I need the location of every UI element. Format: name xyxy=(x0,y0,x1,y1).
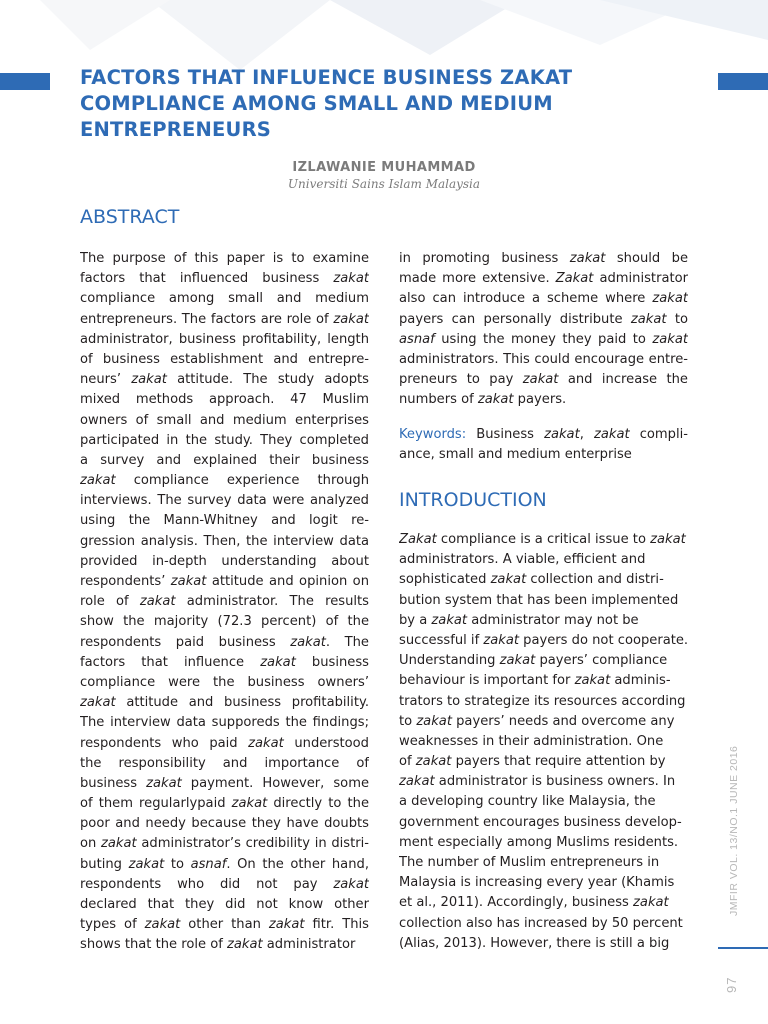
text-line: the responsibility and importance of xyxy=(80,755,369,771)
author-name: IZLAWANIE MUHAMMAD xyxy=(292,160,476,175)
text-line: entrepreneurs. The factors are role of zakat xyxy=(80,311,369,327)
text-line: made more extensive. Zakat administrator xyxy=(399,271,688,287)
right-rule xyxy=(718,947,768,949)
introduction-heading: INTRODUCTION xyxy=(399,489,547,511)
keywords-label: Keywords: xyxy=(399,426,467,442)
text-line: (Alias, 2013). However, there is still a big xyxy=(399,935,670,951)
text-line: show the majority (72.3 percent) of the xyxy=(80,614,369,630)
text-line: bution system that has been implemented xyxy=(399,592,679,608)
author-affiliation: Universiti Sains Islam Malaysia xyxy=(287,177,481,191)
text-line: of zakat payers that require attention by xyxy=(399,754,666,770)
page-number: 97 xyxy=(724,976,739,993)
text-line: a survey and explained their business xyxy=(80,452,369,468)
text-line: administrators. This could encourage entre- xyxy=(399,351,688,367)
text-line: factors that influence zakat business xyxy=(80,654,369,670)
abstract-heading: ABSTRACT xyxy=(80,206,180,228)
text-line: respondents who did not pay zakat xyxy=(80,876,369,892)
text-line: weaknesses in their administration. One xyxy=(399,733,664,749)
text-line: owners of small and medium enterprises xyxy=(80,412,369,428)
keywords-text: Business zakat, zakat compli- xyxy=(476,426,688,442)
text-line: Malaysia is increasing every year (Khamis xyxy=(399,875,675,891)
text-line: in promoting business zakat should be xyxy=(399,251,688,266)
text-line: provided in-depth understanding about xyxy=(80,553,369,569)
text-line: Zakat compliance is a critical issue to zakat xyxy=(399,532,686,547)
right-accent-bar xyxy=(718,73,768,90)
keywords-text: ance, small and medium enterprise xyxy=(399,446,632,462)
text-line: on zakat administrator’s credibility in distri- xyxy=(80,836,369,852)
text-line: business zakat payment. However, some xyxy=(80,775,369,791)
text-line: to zakat payers’ needs and overcome any xyxy=(399,713,675,729)
text-line: numbers of zakat payers. xyxy=(399,392,567,408)
text-line: role of zakat administrator. The results xyxy=(80,594,369,610)
journal-reference: JMFIR VOL. 13/NO.1 JUNE 2016 xyxy=(728,745,740,916)
text-line: neurs’ zakat attitude. The study adopts xyxy=(80,372,369,388)
text-line: declared that they did not know other xyxy=(80,897,369,912)
text-line: zakat attitude and business profitability. xyxy=(80,695,369,711)
text-line: payers can personally distribute zakat to xyxy=(399,311,688,327)
title-line: ENTREPRENEURS xyxy=(80,118,272,141)
text-line: gression analysis. Then, the interview data xyxy=(80,533,369,549)
text-line: types of zakat other than zakat fitr. This xyxy=(80,917,369,933)
text-line: asnaf using the money they paid to zakat xyxy=(399,331,688,347)
title-line: COMPLIANCE AMONG SMALL AND MEDIUM xyxy=(80,92,553,115)
text-line: of business establishment and entrepre- xyxy=(80,351,369,367)
paper-title xyxy=(80,65,700,143)
text-line: zakat compliance experience through xyxy=(80,473,369,489)
text-line: by a zakat administrator may not be xyxy=(399,612,639,628)
text-line: The interview data supporeds the findings; xyxy=(80,715,369,731)
text-line: mixed methods approach. 47 Muslim xyxy=(80,392,369,408)
text-line: government encourages business develop- xyxy=(399,814,682,830)
text-line: The number of Muslim entrepreneurs in xyxy=(399,855,660,870)
text-line: participated in the study. They completed xyxy=(80,432,369,448)
header-background-pattern xyxy=(0,0,768,70)
introduction-body xyxy=(399,530,688,954)
text-line: respondents who paid zakat understood xyxy=(80,735,369,751)
text-line: successful if zakat payers do not cooperate. xyxy=(399,632,688,648)
text-line: poor and needy because they have doubts xyxy=(80,816,369,832)
text-line: using the Mann-Whitney and logit re- xyxy=(80,513,369,529)
text-line: ment especially among Muslims residents. xyxy=(399,834,679,850)
text-line: behaviour is important for zakat adminis- xyxy=(399,673,671,689)
text-line: respondents’ zakat attitude and opinion on xyxy=(80,574,369,589)
text-line: buting zakat to asnaf. On the other hand, xyxy=(80,856,369,872)
keywords-line xyxy=(399,445,688,465)
text-line: sophisticated zakat collection and distri- xyxy=(399,572,664,588)
text-line: Understanding zakat payers’ compliance xyxy=(399,653,668,669)
text-line: respondents paid business zakat. The xyxy=(80,634,369,650)
abstract-continuation xyxy=(399,249,688,411)
text-line: of them regularlypaid zakat directly to the xyxy=(80,796,369,812)
text-line: et al., 2011). Accordingly, business zakat xyxy=(399,895,669,911)
text-line: collection also has increased by 50 percent xyxy=(399,915,683,931)
text-line: compliance among small and medium xyxy=(80,291,369,307)
text-line: interviews. The survey data were analyzed xyxy=(80,493,369,509)
text-line: administrators. A viable, efficient and xyxy=(399,552,646,568)
title-line: FACTORS THAT INFLUENCE BUSINESS ZAKAT xyxy=(80,66,573,89)
keywords-block xyxy=(399,425,688,465)
text-line: a developing country like Malaysia, the xyxy=(399,794,656,810)
abstract-body xyxy=(80,249,369,956)
text-line: compliance were the business owners’ xyxy=(80,674,369,690)
text-line: factors that influenced business zakat xyxy=(80,271,369,287)
keywords-line xyxy=(399,425,688,445)
text-line: preneurs to pay zakat and increase the xyxy=(399,372,688,388)
text-line: shows that the role of zakat administrator xyxy=(80,937,356,953)
text-line: also can introduce a scheme where zakat xyxy=(399,291,688,307)
text-line: The purpose of this paper is to examine xyxy=(80,251,369,266)
text-line: zakat administrator is business owners. In xyxy=(399,774,676,790)
right-column xyxy=(399,249,688,465)
left-accent-bar xyxy=(0,73,50,90)
text-line: trators to strategize its resources according xyxy=(399,693,686,709)
text-line: administrator, business profitability, length xyxy=(80,331,369,347)
